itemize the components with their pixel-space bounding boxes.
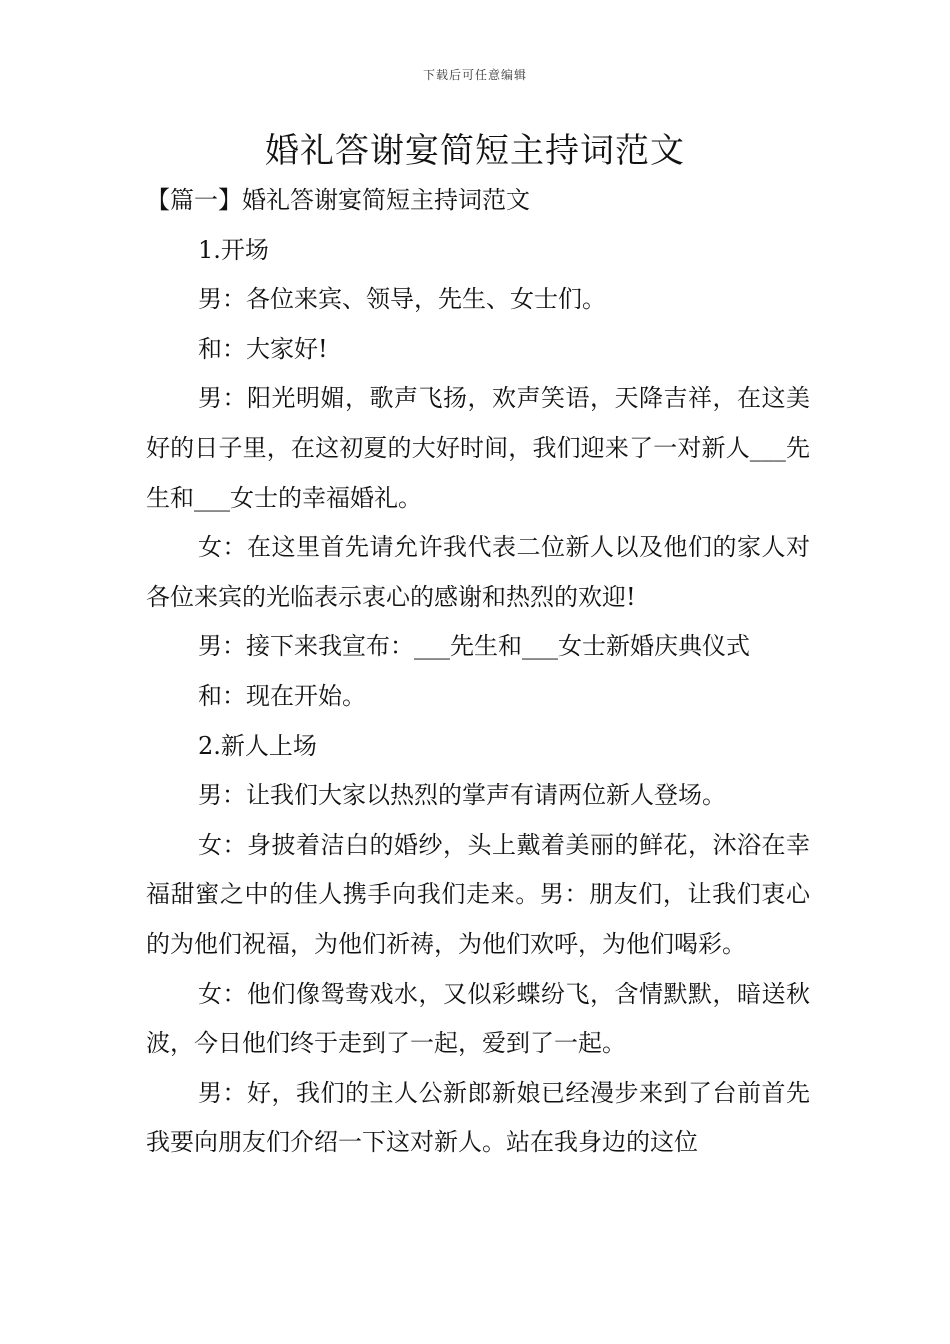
document-title: 婚礼答谢宴简短主持词范文 xyxy=(265,131,685,171)
paragraph: 女：身披着洁白的婚纱，头上戴着美丽的鲜花，沐浴在幸福甜蜜之中的佳人携手向我们走来。男：朋友们，让我们衷心的为他们祝福，为他们祈祷，为他们欢呼，为他们喝彩。 xyxy=(146,830,810,958)
paragraph: 和：大家好! xyxy=(198,334,328,363)
section-heading: 【篇一】婚礼答谢宴简短主持词范文 xyxy=(146,186,530,214)
document-body xyxy=(146,176,810,1168)
paragraph: 和：现在开始。 xyxy=(198,681,366,710)
paragraph-opening-heading: 1.开场 xyxy=(198,235,269,264)
paragraph: 女：他们像鸳鸯戏水，又似彩蝶纷飞，含情默默，暗送秋波，今日他们终于走到了一起，爱到了一起。 xyxy=(146,979,810,1058)
paragraph: 男：阳光明媚，歌声飞扬，欢声笑语，天降吉祥，在这美好的日子里，在这初夏的大好时间，我们迎来了一对新人___先生和___女士的幸福婚礼。 xyxy=(146,384,810,512)
paragraph: 男：各位来宾、领导，先生、女士们。 xyxy=(198,285,606,314)
paragraph: 男：好，我们的主人公新郎新娘已经漫步来到了台前首先我要向朋友们介绍一下这对新人。站在我身边的这位 xyxy=(146,1078,810,1157)
paragraph: 男：让我们大家以热烈的掌声有请两位新人登场。 xyxy=(198,781,726,810)
paragraph-entrance-heading: 2.新人上场 xyxy=(198,731,317,760)
paragraph: 女：在这里首先请允许我代表二位新人以及他们的家人对各位来宾的光临表示衷心的感谢和热烈的欢迎! xyxy=(146,533,810,611)
paragraph: 男：接下来我宣布：___先生和___女士新婚庆典仪式 xyxy=(198,632,750,661)
header-note: 下载后可任意编辑 xyxy=(422,68,527,82)
